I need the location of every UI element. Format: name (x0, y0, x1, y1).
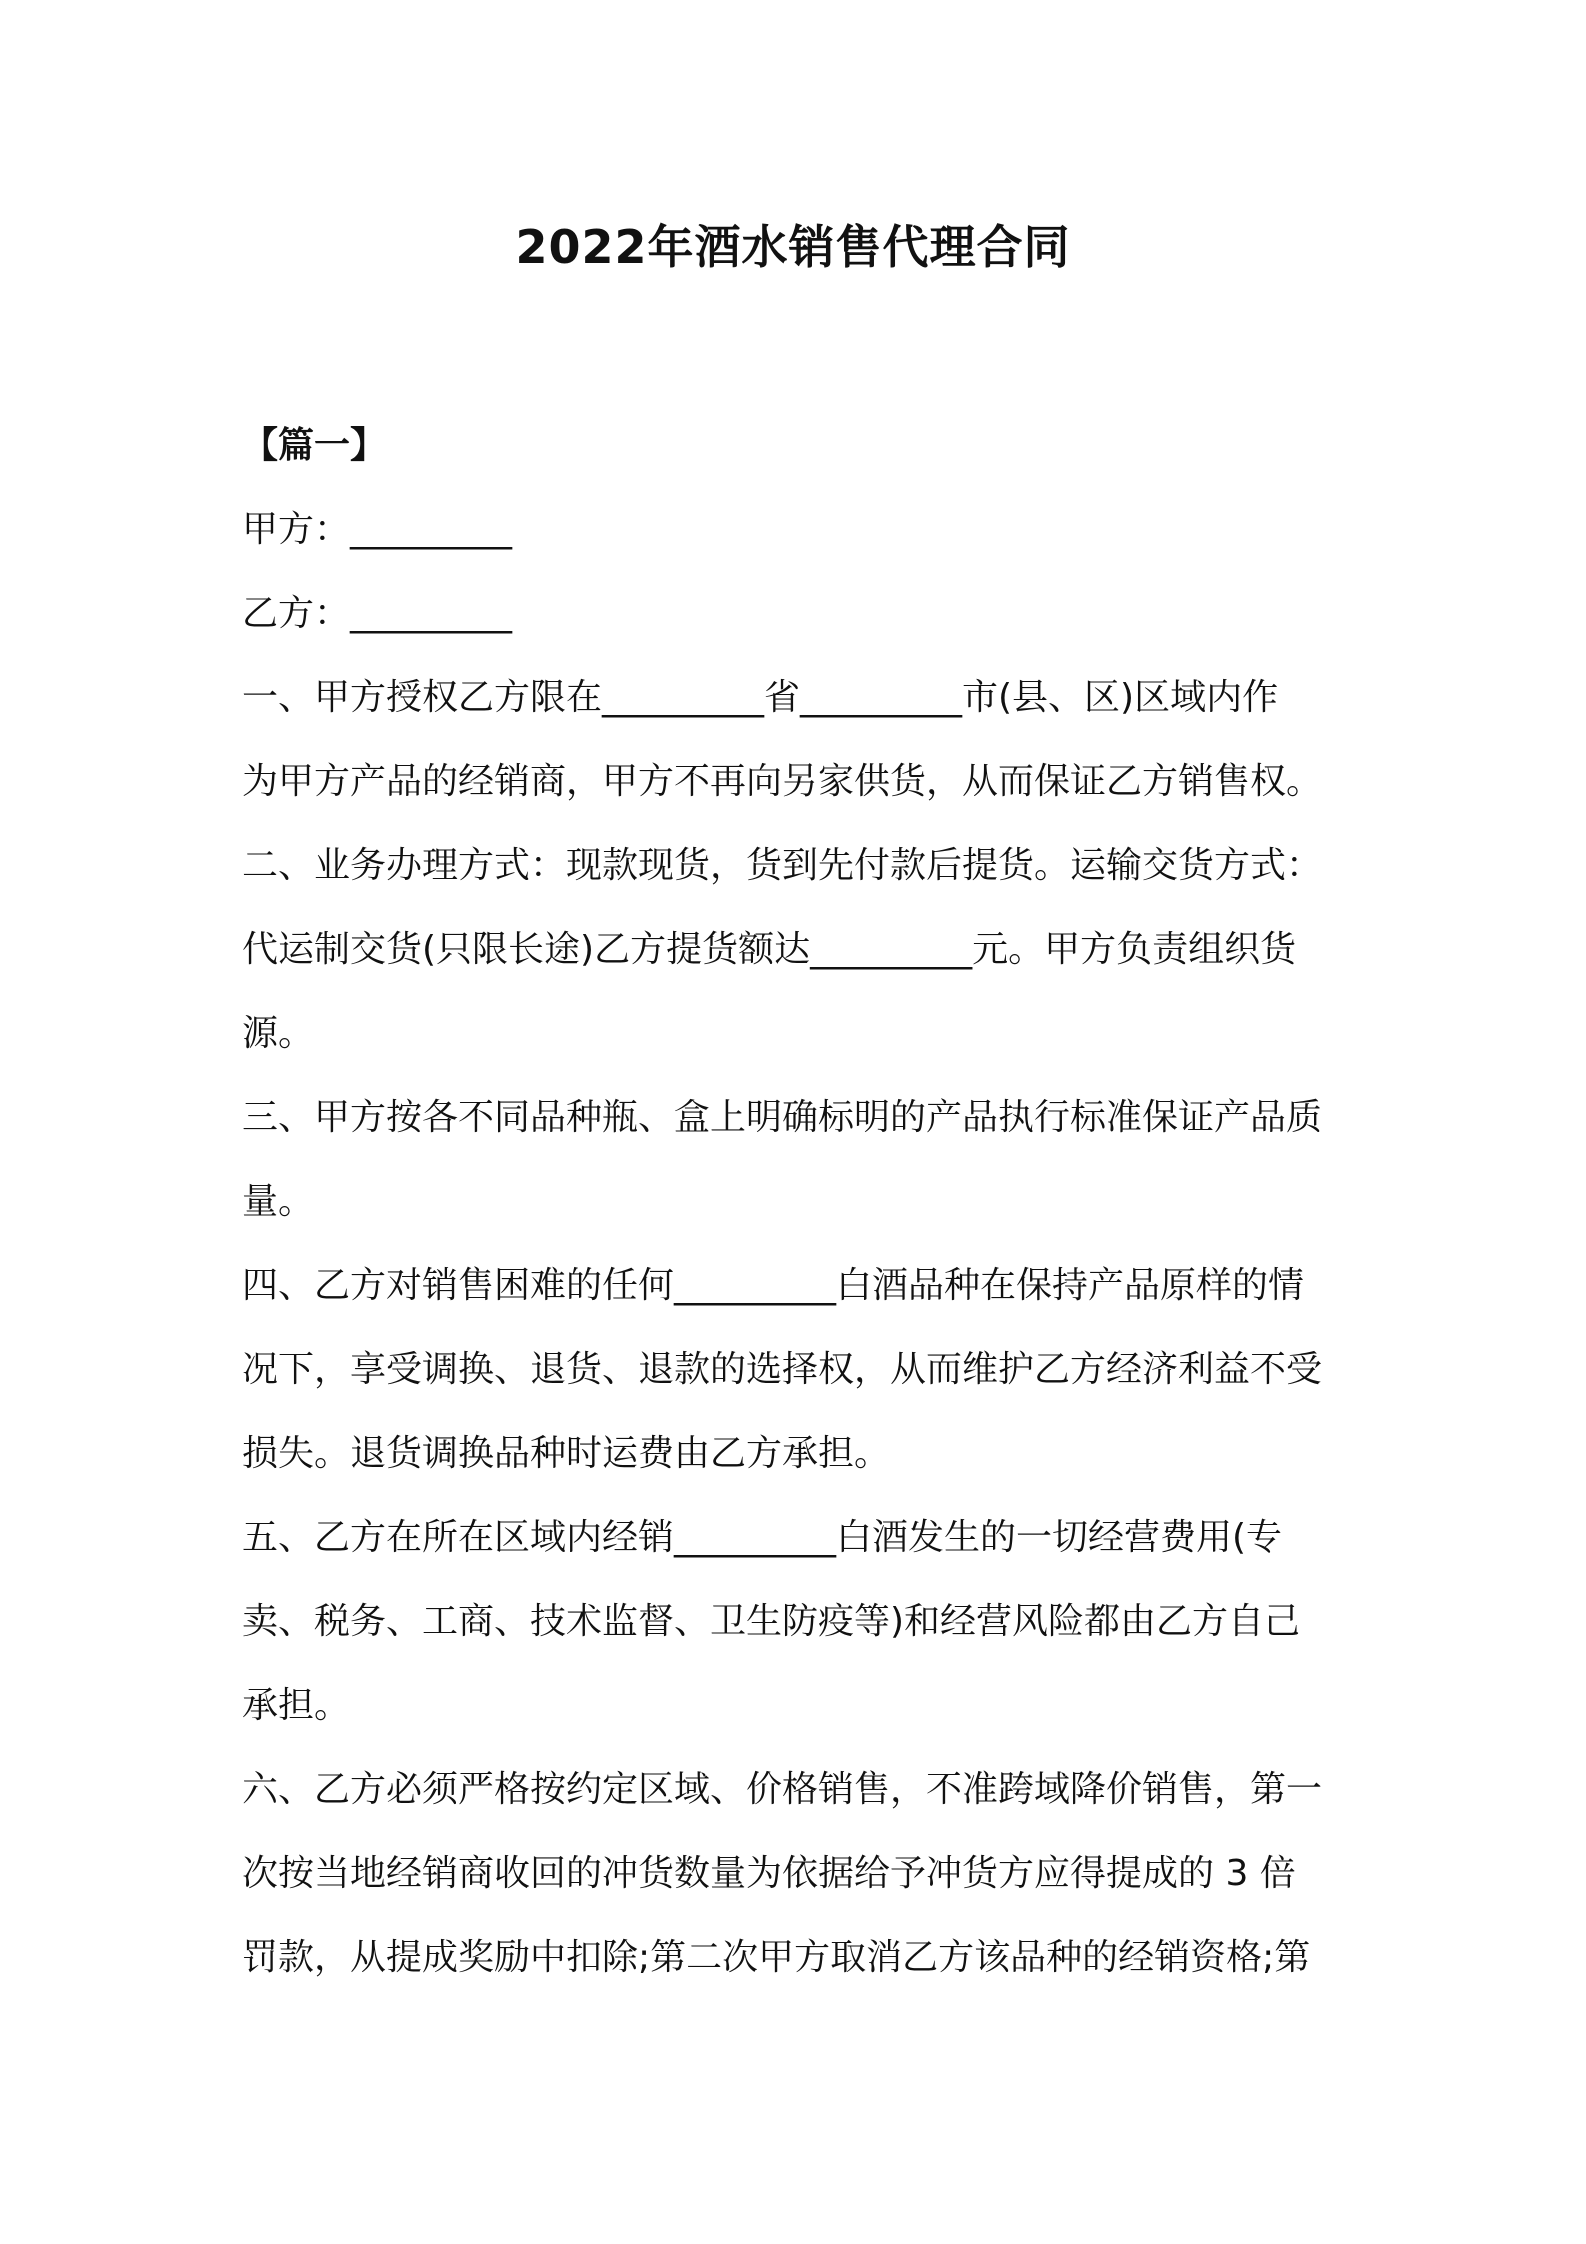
section-heading: 【篇一】 (242, 425, 387, 466)
clause-1-line-1: 一、甲方授权乙方限在_________省_________市(县、区)区域内作 (242, 677, 1279, 718)
clause-6-line-1: 六、乙方必须严格按约定区域、价格销售，不准跨域降价销售，第一 (242, 1769, 1323, 1810)
clause-6-line-2: 次按当地经销商收回的冲货数量为依据给予冲货方应得提成的 3 倍 (242, 1853, 1296, 1894)
clause-4-line-3: 损失。退货调换品种时运费由乙方承担。 (242, 1433, 891, 1474)
party-a-line: 甲方：_________ (242, 509, 513, 550)
clause-4-line-1: 四、乙方对销售困难的任何_________白酒品种在保持产品原样的情 (242, 1265, 1305, 1306)
clause-5-line-2: 卖、税务、工商、技术监督、卫生防疫等)和经营风险都由乙方自己 (242, 1601, 1301, 1642)
clause-5-line-1: 五、乙方在所在区域内经销_________白酒发生的一切经营费用(专 (242, 1517, 1283, 1558)
clause-2-line-3: 源。 (242, 1013, 315, 1054)
clause-5-line-3: 承担。 (242, 1685, 351, 1726)
clause-2-line-2: 代运制交货(只限长途)乙方提货额达_________元。甲方负责组织货 (242, 929, 1297, 970)
clause-2-line-1: 二、业务办理方式：现款现货，货到先付款后提货。运输交货方式： (242, 845, 1323, 886)
clause-3-line-2: 量。 (242, 1181, 315, 1222)
clause-3-line-1: 三、甲方按各不同品种瓶、盒上明确标明的产品执行标准保证产品质 (242, 1097, 1323, 1138)
document-body (242, 404, 1362, 2000)
clause-6-line-3: 罚款，从提成奖励中扣除;第二次甲方取消乙方该品种的经销资格;第 (242, 1937, 1311, 1978)
clause-4-line-2: 况下，享受调换、退货、退款的选择权，从而维护乙方经济利益不受 (242, 1349, 1323, 1390)
clause-1-line-2: 为甲方产品的经销商，甲方不再向另家供货，从而保证乙方销售权。 (242, 761, 1323, 802)
party-b-line: 乙方：_________ (242, 593, 513, 634)
document-title: 2022年酒水销售代理合同 (515, 220, 1071, 274)
